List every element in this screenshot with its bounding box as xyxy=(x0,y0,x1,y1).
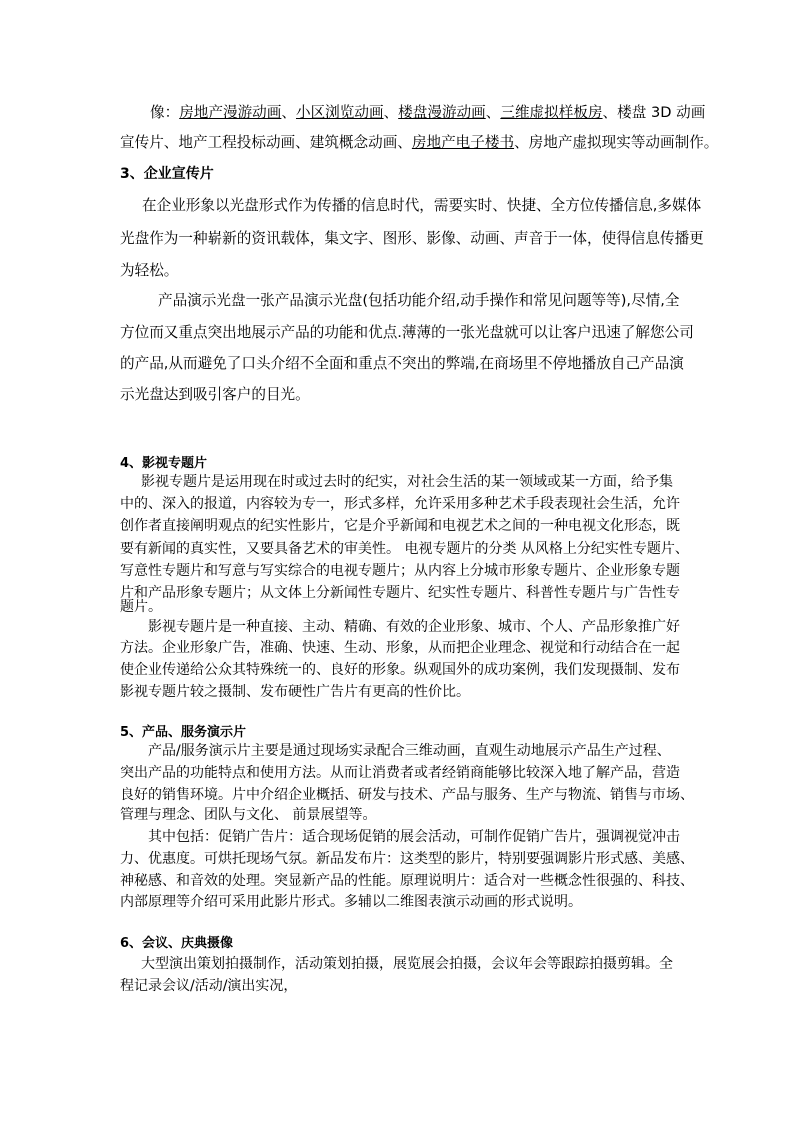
s3-p2-line: 的产品,从而避免了口头介绍不全面和重点不突出的弊端,在商场里不停地播放自己产品演 xyxy=(120,355,684,372)
s3-p2-line: 方位而又重点突出地展示产品的功能和优点.薄薄的一张光盘就可以让客户迅速了解您公司 xyxy=(120,324,694,341)
s3-p1-line: 在企业形象以光盘形式作为传播的信息时代，需要实时、快捷、全方位传播信息,多媒体 xyxy=(142,197,702,214)
s2-line-1-prefix: 像： xyxy=(150,104,180,121)
link-community-browse-animation[interactable]: 小区浏览动画 xyxy=(295,104,384,121)
link-real-estate-ebrochure[interactable]: 房地产电子楼书 xyxy=(411,134,515,151)
s5-p1-line: 良好的销售环境。片中介绍企业概括、研发与技术、产品与服务、生产与物流、销售与市场、 xyxy=(120,787,694,803)
s4-p2-line: 影视专题片较之摄制、发布硬性广告片有更高的性价比。 xyxy=(120,684,470,700)
s5-p2-line: 力、优惠度。可烘托现场气氛。新品发布片：这类型的影片，特别要强调影片形式感、美感、 xyxy=(120,851,694,867)
s2-sep: 、 xyxy=(281,104,296,121)
s2-line-2-suffix: 、房地产虚拟现实等动画制作。 xyxy=(514,134,719,151)
s2-line-1 xyxy=(150,104,705,122)
heading-s6: 6、会议、庆典摄像 xyxy=(120,936,234,951)
heading-s3: 3、企业宣传片 xyxy=(120,166,214,182)
heading-s5: 5、产品、服务演示片 xyxy=(120,725,247,740)
s4-p1-line: 影视专题片是运用现在时或过去时的纪实，对社会生活的某一领域或某一方面，给予集 xyxy=(141,474,673,490)
s4-p1-line: 写意性专题片和写意与写实综合的电视专题片；从内容上分城市形象专题片、企业形象专题 xyxy=(120,563,680,579)
s4-p2-line: 使企业传递给公众其特殊统一的、良好的形象。纵观国外的成功案例，我们发现摄制、发布 xyxy=(120,662,680,678)
s4-p2-line: 影视专题片是一种直接、主动、精确、有效的企业形象、城市、个人、产品形象推广好 xyxy=(148,619,680,635)
s5-p1-line: 突出产品的功能特点和使用方法。从而让消费者或者经销商能够比较深入地了解产品，营造 xyxy=(120,765,680,781)
s4-p1-line: 要有新闻的真实性，又要具备艺术的审美性。 电视专题片的分类 从风格上分纪实性专题片、 xyxy=(120,541,689,557)
heading-s4: 4、影视专题片 xyxy=(120,456,208,471)
s5-p2-line: 神秘感、和音效的处理。突显新产品的性能。原理说明片：适合对一些概念性很强的、科技、 xyxy=(120,873,694,889)
s5-p1-line: 产品/服务演示片主要是通过现场实录配合三维动画，直观生动地展示产品生产过程、 xyxy=(148,743,671,759)
s4-p2-line: 方法。企业形象广告，准确、快速、生动、形象，从而把企业理念、视觉和行动结合在一起 xyxy=(120,640,680,656)
s5-p1-line: 管理与理念、团队与文化、 前景展望等。 xyxy=(120,807,377,823)
s2-line-1-suffix: 、楼盘 3D 动画 xyxy=(602,104,706,121)
link-real-estate-roaming-animation[interactable]: 房地产漫游动画 xyxy=(179,104,282,121)
s5-p2-line: 内部原理等介绍可采用此影片形式。多辅以二维图表演示动画的形式说明。 xyxy=(120,894,582,910)
s6-p1-line: 程记录会议/活动/演出实况， xyxy=(120,978,298,994)
link-building-roaming-animation[interactable]: 楼盘漫游动画 xyxy=(398,104,486,121)
s4-p1-line: 题片。 xyxy=(120,599,162,615)
s3-p1-line: 为轻松。 xyxy=(120,262,179,279)
s3-p2-line: 产品演示光盘一张产品演示光盘(包括功能介绍,动手操作和常见问题等等),尽情,全 xyxy=(158,292,680,309)
s2-line-2 xyxy=(120,134,718,152)
s2-sep: 、 xyxy=(485,104,501,121)
s4-p1-line: 片和产品形象专题片；从文体上分新闻性专题片、纪实性专题片、科普性专题片与广告性专 xyxy=(120,585,680,601)
s2-sep: 、 xyxy=(383,104,399,121)
s4-p1-line: 创作者直接阐明观点的纪实性影片，它是介乎新闻和电视艺术之间的一种电视文化形态，既 xyxy=(120,518,680,534)
s6-p1-line: 大型演出策划拍摄制作，活动策划拍摄，展览展会拍摄，会议年会等跟踪拍摄剪辑。全 xyxy=(141,956,673,972)
s3-p2-line: 示光盘达到吸引客户的目光。 xyxy=(120,386,310,403)
s3-p1-line: 光盘作为一种崭新的资讯载体，集文字、图形、影像、动画、声音于一体，使得信息传播更 xyxy=(120,230,704,247)
s4-p1-line: 中的、深入的报道，内容较为专一，形式多样，允许采用多种艺术手段表现社会生活，允许 xyxy=(120,496,680,512)
link-3d-virtual-showroom[interactable]: 三维虚拟样板房 xyxy=(500,104,603,121)
s2-line-2-prefix: 宣传片、地产工程投标动画、建筑概念动画、 xyxy=(120,134,412,151)
s5-p2-line: 其中包括：促销广告片：适合现场促销的展会活动，可制作促销广告片，强调视觉冲击 xyxy=(148,829,680,845)
